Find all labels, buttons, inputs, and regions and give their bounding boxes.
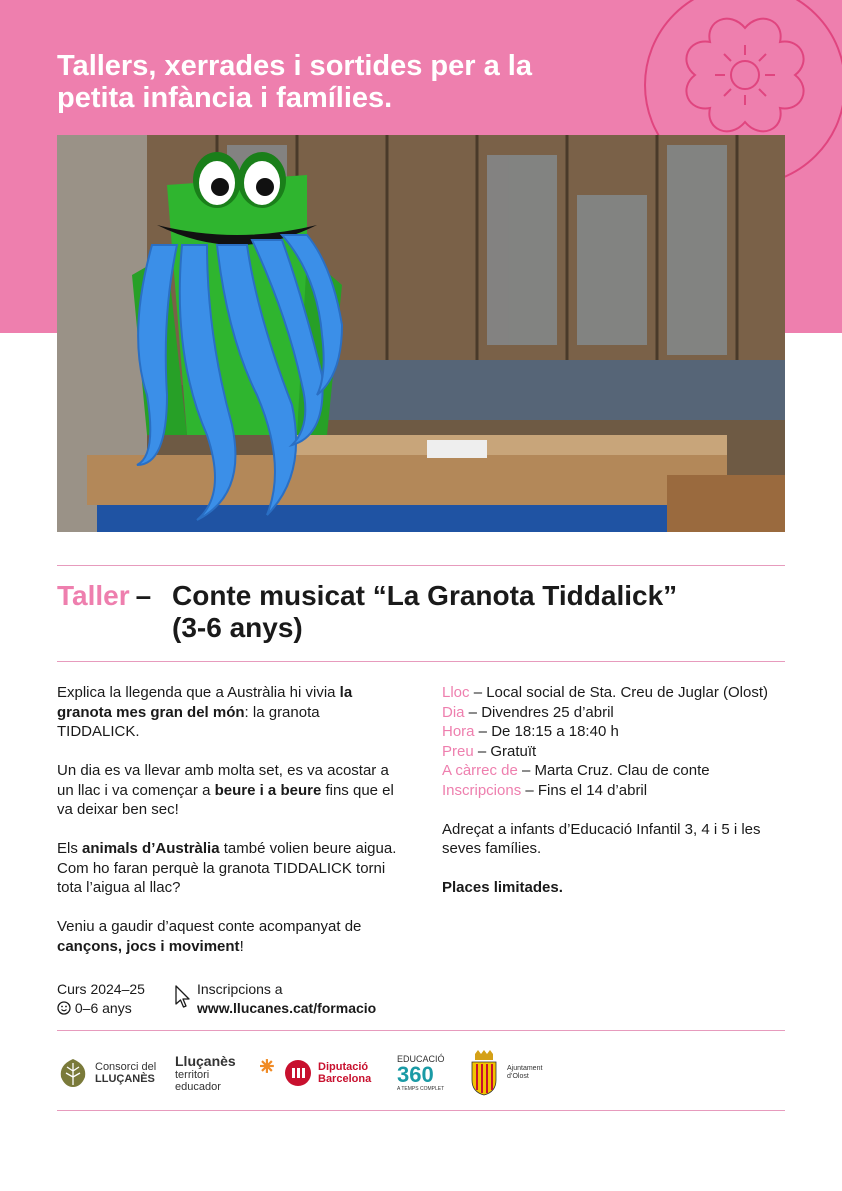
logo-text: 360	[397, 1062, 434, 1087]
cursor-icon	[175, 985, 191, 1009]
divider-middle	[57, 661, 785, 662]
logo-olost	[469, 1045, 569, 1101]
info-row-day	[442, 703, 787, 723]
course-info	[57, 980, 145, 1018]
info-value: – Fins el 14 d’abril	[521, 781, 648, 799]
info-label: Preu	[442, 742, 474, 760]
text-run: : la granota TIDDALICK.	[57, 703, 320, 740]
info-value: – Gratuït	[473, 742, 537, 760]
logo-text: territori educador	[175, 1068, 221, 1093]
bold-run: la granota mes gran del món	[57, 684, 353, 721]
spark-icon	[259, 1058, 275, 1074]
diputacio-emblem-icon	[284, 1059, 312, 1087]
title-dash: –	[135, 580, 152, 611]
info-row-time	[442, 722, 787, 742]
logo-text: A TEMPS COMPLET	[397, 1086, 445, 1092]
headline-line-2: petita infància i famílies.	[57, 82, 393, 114]
description	[57, 683, 402, 976]
age-range-text: 0–6 anys	[74, 1000, 132, 1016]
info-label: Dia	[442, 703, 465, 721]
event-info	[442, 683, 787, 898]
logo-text: Consorci del	[95, 1061, 157, 1073]
divider-top	[57, 565, 785, 566]
logo-consorci	[57, 1045, 167, 1101]
divider-footer	[57, 1030, 785, 1031]
sponsor-logos	[57, 1045, 785, 1101]
logo-text: d’Olost	[507, 1073, 529, 1080]
face-icon	[57, 1001, 71, 1015]
logo-text: Diputació	[318, 1061, 369, 1073]
event-photo	[57, 135, 785, 532]
text-run: !	[239, 937, 244, 955]
info-row-price	[442, 742, 787, 762]
page-headline	[57, 50, 617, 114]
headline-line-1: Tallers, xerrades i sortides per a la	[57, 50, 532, 82]
logo-educacio360	[397, 1045, 467, 1101]
audience-text: Adreçat a infants d’Educació Infantil 3, 4 i 5 i les seves famílies.	[442, 820, 761, 857]
leaf-logo-icon	[57, 1057, 89, 1089]
info-value: – Marta Cruz. Clau de conte	[517, 762, 710, 779]
text-run: també volien beure aigua. Com ho faran perquè la granota TIDDALICK torni tota l’aigua al llac?	[57, 840, 397, 896]
signup-link[interactable]: www.llucanes.cat/formacio	[197, 1000, 377, 1016]
info-row-place	[442, 683, 787, 703]
olost-shield-icon	[469, 1050, 499, 1096]
limited-places	[442, 878, 787, 898]
title-line-1: Conte musicat “La Granota Tiddalick”	[172, 580, 678, 611]
text-run: fins que el va deixar ben sec!	[57, 781, 394, 818]
title-line-2: (3-6 anys)	[172, 612, 303, 643]
event-title	[57, 580, 785, 643]
text-run: Els	[57, 840, 83, 857]
signup-info	[175, 980, 376, 1018]
logo-diputacio	[284, 1045, 384, 1101]
bold-run: cançons, jocs i moviment	[57, 937, 240, 955]
info-value: – Local social de Sta. Creu de Juglar (Olost)	[469, 684, 769, 701]
description-paragraph	[57, 839, 402, 898]
description-paragraph	[57, 917, 402, 956]
info-label: Lloc	[442, 684, 470, 701]
info-label: Inscripcions	[442, 781, 522, 799]
info-value: – De 18:15 a 18:40 h	[474, 723, 619, 740]
text-run: Un dia es va llevar amb molta set, es va acostar a un llac i va començar a	[57, 762, 389, 799]
description-paragraph	[57, 683, 402, 742]
course-year: Curs 2024–25	[57, 981, 145, 997]
info-label: A càrrec de	[442, 762, 518, 779]
limited-places-text: Places limitades.	[442, 879, 563, 896]
description-paragraph	[57, 761, 402, 820]
event-kind: Taller	[57, 580, 130, 611]
info-label: Hora	[442, 723, 475, 740]
info-row-signup	[442, 781, 787, 801]
text-run: Explica la llegenda que a Austràlia hi vivia	[57, 684, 340, 701]
signup-label: Inscripcions a	[197, 981, 283, 997]
divider-bottom	[57, 1110, 785, 1111]
bold-run: beure i a beure	[214, 781, 322, 799]
logo-text: Lluçanès	[175, 1052, 236, 1069]
logo-text: Ajuntament	[507, 1065, 543, 1072]
info-value: – Divendres 25 d’abril	[464, 703, 614, 721]
logo-llucanes	[175, 1045, 275, 1101]
age-range	[57, 999, 145, 1018]
logo-text: EDUCACIÓ	[397, 1054, 445, 1064]
logo-text: Barcelona	[318, 1073, 372, 1085]
text-run: Veniu a gaudir d’aquest conte acompanyat de	[57, 918, 362, 935]
info-row-host	[442, 761, 787, 781]
bold-run: animals d’Austràlia	[82, 840, 220, 857]
logo-text: LLUÇANÈS	[95, 1073, 155, 1085]
